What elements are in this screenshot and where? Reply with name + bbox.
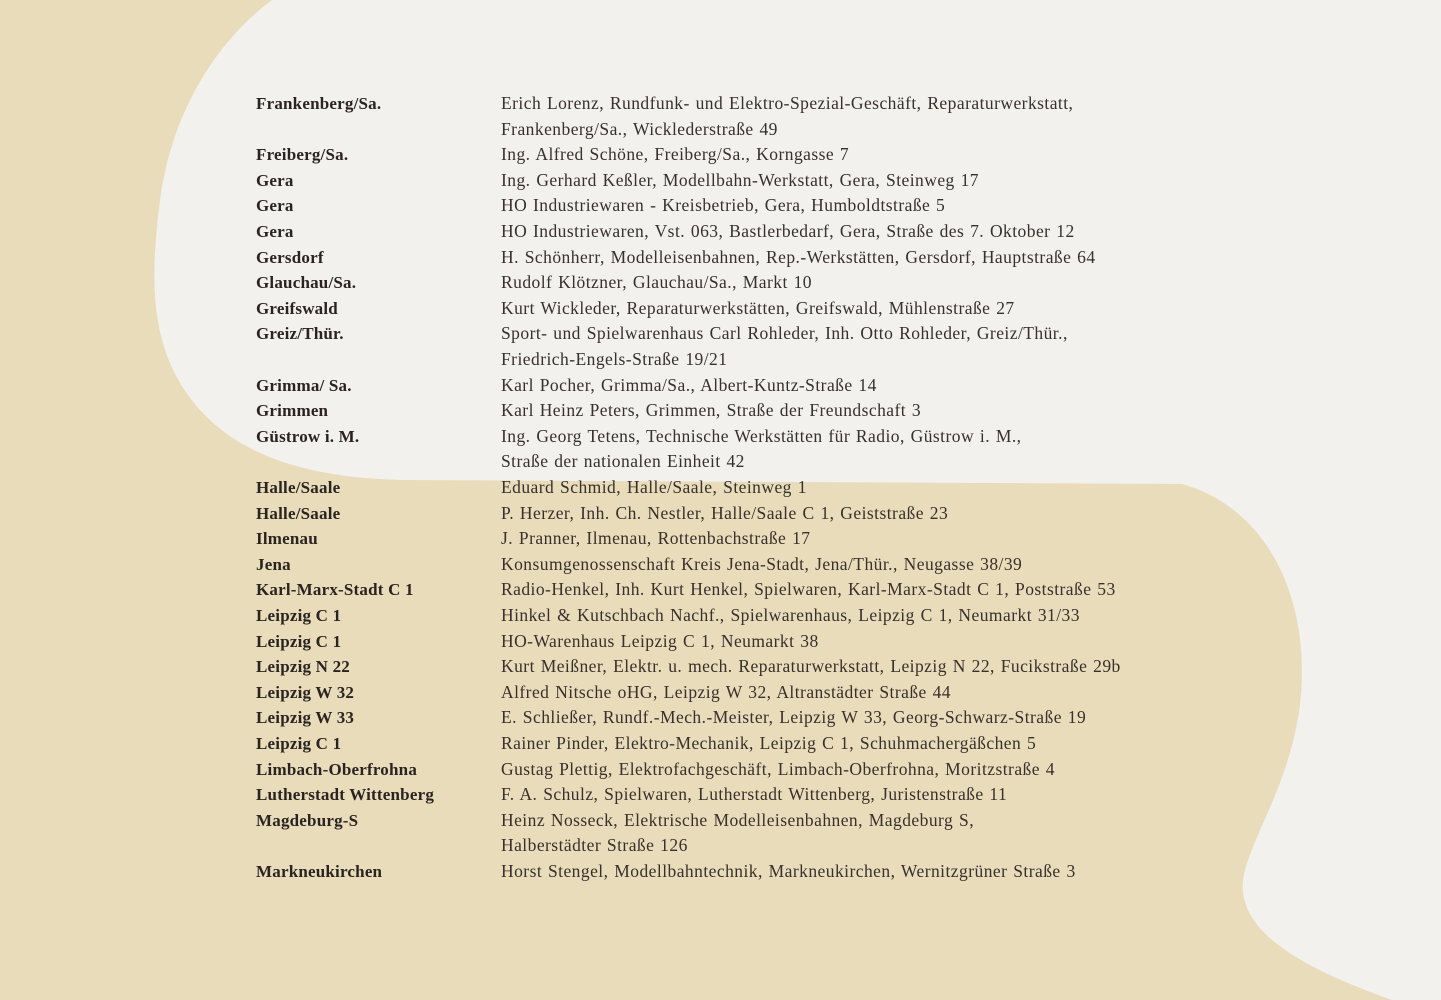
dealer-address xyxy=(501,91,1261,142)
dealer-address xyxy=(501,577,1261,603)
dealer-address xyxy=(501,705,1261,731)
dealer-address xyxy=(501,373,1261,399)
address-line: Ing. Georg Tetens, Technische Werkstätten für Radio, Güstrow i. M., xyxy=(501,425,1022,446)
city-name: Frankenberg/Sa. xyxy=(256,94,382,113)
address-line: Rudolf Klötzner, Glauchau/Sa., Markt 10 xyxy=(501,272,812,293)
city-name: Gersdorf xyxy=(256,247,324,267)
city-name: Leipzig W 33 xyxy=(256,708,355,728)
dealer-address xyxy=(501,757,1261,783)
dealer-address xyxy=(501,680,1261,706)
address-line: Ing. Gerhard Keßler, Modellbahn-Werkstatt, Gera, Steinweg 17 xyxy=(501,169,979,190)
dealer-address xyxy=(501,168,1261,194)
city-name: Leipzig C 1 xyxy=(256,606,342,625)
dealer-address xyxy=(501,142,1261,168)
address-line: J. Pranner, Ilmenau, Rottenbachstraße 17 xyxy=(501,528,811,549)
address-line: Gustag Plettig, Elektrofachgeschäft, Limbach-Oberfrohna, Moritzstraße 4 xyxy=(501,758,1055,779)
address-line: Erich Lorenz, Rundfunk- und Elektro-Spezial-Geschäft, Reparaturwerkstatt, xyxy=(501,93,1074,113)
address-line: Kurt Wickleder, Reparaturwerkstätten, Greifswald, Mühlenstraße 27 xyxy=(501,297,1015,318)
address-line: Ing. Alfred Schöne, Freiberg/Sa., Korngasse 7 xyxy=(501,144,850,165)
dealer-address xyxy=(501,859,1261,885)
dealer-address xyxy=(501,654,1261,680)
dealer-address xyxy=(501,296,1261,322)
address-line: Horst Stengel, Modellbahntechnik, Markneukirchen, Wernitzgrüner Straße 3 xyxy=(501,861,1076,881)
address-line: HO-Warenhaus Leipzig C 1, Neumarkt 38 xyxy=(501,630,819,651)
dealer-address xyxy=(501,475,1261,501)
address-line: P. Herzer, Inh. Ch. Nestler, Halle/Saale C 1, Geiststraße 23 xyxy=(501,502,949,523)
city-name: Güstrow i. M. xyxy=(256,426,360,446)
city-name: Leipzig C 1 xyxy=(256,734,342,753)
city-name: Freiberg/Sa. xyxy=(256,145,349,165)
city-name: Magdeburg-S xyxy=(256,810,359,830)
city-name: Greifswald xyxy=(256,298,338,318)
address-line: Alfred Nitsche oHG, Leipzig W 32, Altranstädter Straße 44 xyxy=(501,681,951,702)
city-name: Glauchau/Sa. xyxy=(256,273,357,293)
address-line: Eduard Schmid, Halle/Saale, Steinweg 1 xyxy=(501,477,807,497)
address-line: Halberstädter Straße 126 xyxy=(501,835,688,856)
city-name: Jena xyxy=(256,554,291,574)
address-line: Heinz Nosseck, Elektrische Modelleisenbahnen, Magdeburg S, xyxy=(501,809,975,830)
dealer-address xyxy=(501,193,1261,219)
address-line: Rainer Pinder, Elektro-Mechanik, Leipzig C 1, Schuhmachergäßchen 5 xyxy=(501,733,1037,753)
address-line: Radio-Henkel, Inh. Kurt Henkel, Spielwaren, Karl-Marx-Stadt C 1, Poststraße 53 xyxy=(501,579,1116,600)
address-line: F. A. Schulz, Spielwaren, Lutherstadt Wittenberg, Juristenstraße 11 xyxy=(501,784,1008,805)
city-name: Ilmenau xyxy=(256,529,318,549)
dealer-address xyxy=(501,219,1261,245)
dealer-address xyxy=(501,629,1261,655)
address-line: Karl Pocher, Grimma/Sa., Albert-Kuntz-Straße 14 xyxy=(501,374,877,395)
city-name: Gera xyxy=(256,170,294,190)
city-name: Lutherstadt Wittenberg xyxy=(256,785,435,805)
city-name: Halle/Saale xyxy=(256,503,341,523)
city-name: Karl-Marx-Stadt C 1 xyxy=(256,580,414,600)
city-name: Halle/Saale xyxy=(256,478,341,497)
address-line: HO Industriewaren, Vst. 063, Bastlerbedarf, Gera, Straße des 7. Oktober 12 xyxy=(501,221,1075,241)
address-line: H. Schönherr, Modelleisenbahnen, Rep.-Werkstätten, Gersdorf, Hauptstraße 64 xyxy=(501,246,1096,267)
address-line: Karl Heinz Peters, Grimmen, Straße der Freundschaft 3 xyxy=(501,400,922,421)
dealer-address xyxy=(501,424,1261,475)
city-name: Limbach-Oberfrohna xyxy=(256,759,418,779)
dealer-address xyxy=(501,808,1261,859)
dealer-address xyxy=(501,552,1261,578)
address-line: Konsumgenossenschaft Kreis Jena-Stadt, Jena/Thür., Neugasse 38/39 xyxy=(501,553,1023,574)
dealer-address xyxy=(501,731,1261,757)
dealer-address xyxy=(501,526,1261,552)
address-line: Friedrich-Engels-Straße 19/21 xyxy=(501,348,728,369)
address-line: Straße der nationalen Einheit 42 xyxy=(501,451,745,472)
city-name: Leipzig W 32 xyxy=(256,682,355,702)
address-line: Frankenberg/Sa., Wicklederstraße 49 xyxy=(501,118,778,139)
city-name: Grimmen xyxy=(256,401,329,421)
city-name: Gera xyxy=(256,222,294,241)
city-name: Gera xyxy=(256,196,294,216)
city-name: Leipzig C 1 xyxy=(256,631,342,651)
dealer-address xyxy=(501,270,1261,296)
address-line: Hinkel & Kutschbach Nachf., Spielwarenhaus, Leipzig C 1, Neumarkt 31/33 xyxy=(501,605,1080,625)
address-line: Kurt Meißner, Elektr. u. mech. Reparaturwerkstatt, Leipzig N 22, Fucikstraße 29b xyxy=(501,656,1121,677)
city-name: Markneukirchen xyxy=(256,862,383,881)
dealer-address xyxy=(501,398,1261,424)
address-line: HO Industriewaren - Kreisbetrieb, Gera, Humboldtstraße 5 xyxy=(501,195,946,216)
address-line: E. Schließer, Rundf.-Mech.-Meister, Leipzig W 33, Georg-Schwarz-Straße 19 xyxy=(501,707,1087,728)
dealer-address xyxy=(501,782,1261,808)
city-name: Leipzig N 22 xyxy=(256,657,351,677)
dealer-address xyxy=(501,321,1261,372)
city-name: Greiz/Thür. xyxy=(256,324,344,344)
dealer-address xyxy=(501,603,1261,629)
address-line: Sport- und Spielwarenhaus Carl Rohleder, Inh. Otto Rohleder, Greiz/Thür., xyxy=(501,323,1068,344)
dealer-address xyxy=(501,501,1261,527)
city-name: Grimma/ Sa. xyxy=(256,375,352,395)
dealer-address xyxy=(501,245,1261,271)
